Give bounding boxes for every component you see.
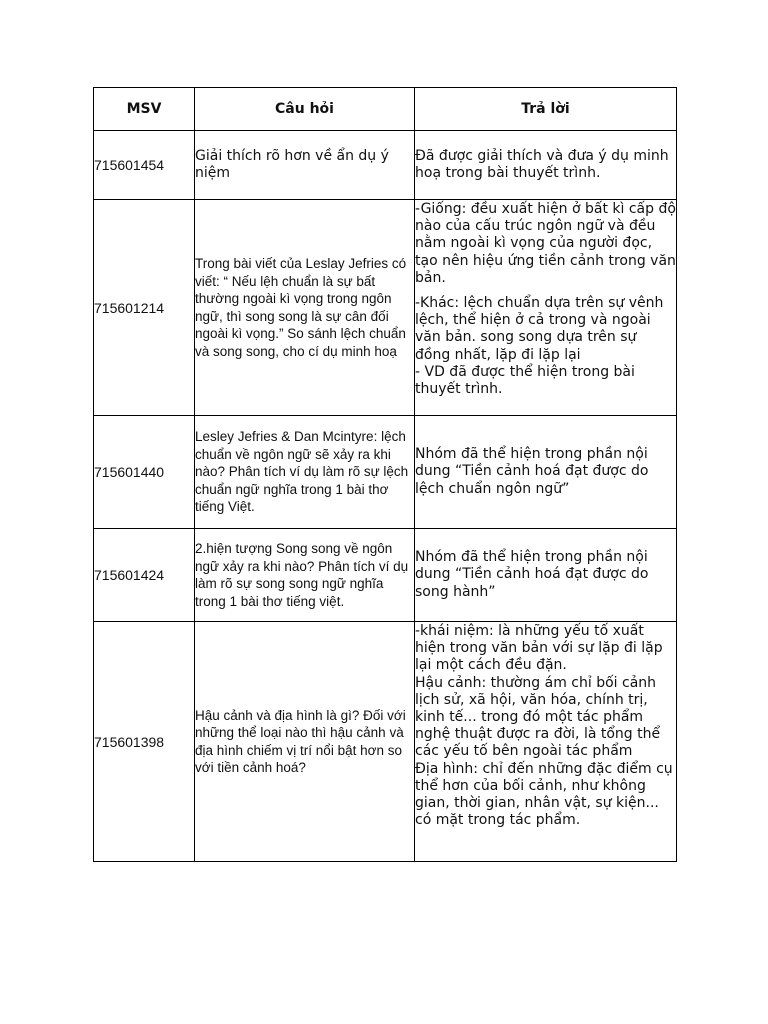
question-cell: Trong bài viết của Leslay Jefries có viết: “ Nếu lệh chuẩn là sự bất thường ngoài kì vọng trong ngôn ngữ, thì song song là sự cân đối ngoài kì vọng.” So sánh lệch chuẩn và song song, cho cí dụ minh hoạ (195, 200, 415, 416)
table-row (94, 200, 677, 416)
header-msv: MSV (94, 88, 195, 131)
answer-cell: Nhóm đã thể hiện trong phần nội dung “Tiền cảnh hoá đạt được do song hành” (415, 529, 677, 622)
answer-cell: Đã được giải thích và đưa ý dụ minh hoạ trong bài thuyết trình. (415, 131, 677, 200)
table-row (94, 622, 677, 862)
answer-paragraph: -Giống: đều xuất hiện ở bất kì cấp độ nào của cấu trúc ngôn ngữ và đều nằm ngoài kì vọng của người đọc, tạo nên hiệu ứng tiền cảnh trong văn bản. (415, 201, 676, 286)
answer-cell (415, 200, 677, 416)
table-row (94, 529, 677, 622)
header-question: Câu hỏi (195, 88, 415, 131)
msv-cell: 715601440 (94, 416, 195, 529)
header-answer: Trả lời (415, 88, 677, 131)
answer-cell: -khái niệm: là những yếu tố xuất hiện trong văn bản với sự lặp đi lặp lại một cách đều đặn. Hậu cảnh: thường ám chỉ bối cảnh lịch sử, xã hội, văn hóa, chính trị, kinh tế... trong đó một tác phẩm nghệ thuật được ra đời, là tổng thể các yếu tố bên ngoài tác phẩm Địa hình: chỉ đến những đặc điểm cụ thể hơn của bối cảnh, như không gian, thời gian, nhân vật, sự kiện... có mặt trong tác phẩm. (415, 622, 677, 862)
answer-cell: Nhóm đã thể hiện trong phần nội dung “Tiền cảnh hoá đạt được do lệch chuẩn ngôn ngữ” (415, 416, 677, 529)
header-row (94, 88, 677, 131)
question-cell: Giải thích rõ hơn về ẩn dụ ý niệm (195, 131, 415, 200)
question-cell: 2.hiện tượng Song song về ngôn ngữ xảy ra khi nào? Phân tích ví dụ làm rõ sự song song ngữ nghĩa trong 1 bài thơ tiếng việt. (195, 529, 415, 622)
msv-cell: 715601214 (94, 200, 195, 416)
qa-table (93, 87, 677, 862)
answer-paragraph: -Khác: lệch chuẩn dựa trên sự vênh lệch, thể hiện ở cả trong và ngoài văn bản. song song dựa trên sự đồng nhất, lặp đi lặp lại - VD đã được thể hiện trong bài thuyết trình. (415, 295, 664, 398)
question-cell: Lesley Jefries & Dan Mcintyre: lệch chuẩn về ngôn ngữ sẽ xảy ra khi nào? Phân tích ví dụ làm rõ sự lệch chuẩn ngữ nghĩa trong 1 bài thơ tiếng Việt. (195, 416, 415, 529)
table-row (94, 131, 677, 200)
msv-cell: 715601454 (94, 131, 195, 200)
msv-cell: 715601398 (94, 622, 195, 862)
msv-cell: 715601424 (94, 529, 195, 622)
table-row (94, 416, 677, 529)
question-cell: Hậu cảnh và địa hình là gì? Đối với những thể loại nào thì hậu cảnh và địa hình chiếm vị trí nổi bật hơn so với tiền cảnh hoá? (195, 622, 415, 862)
